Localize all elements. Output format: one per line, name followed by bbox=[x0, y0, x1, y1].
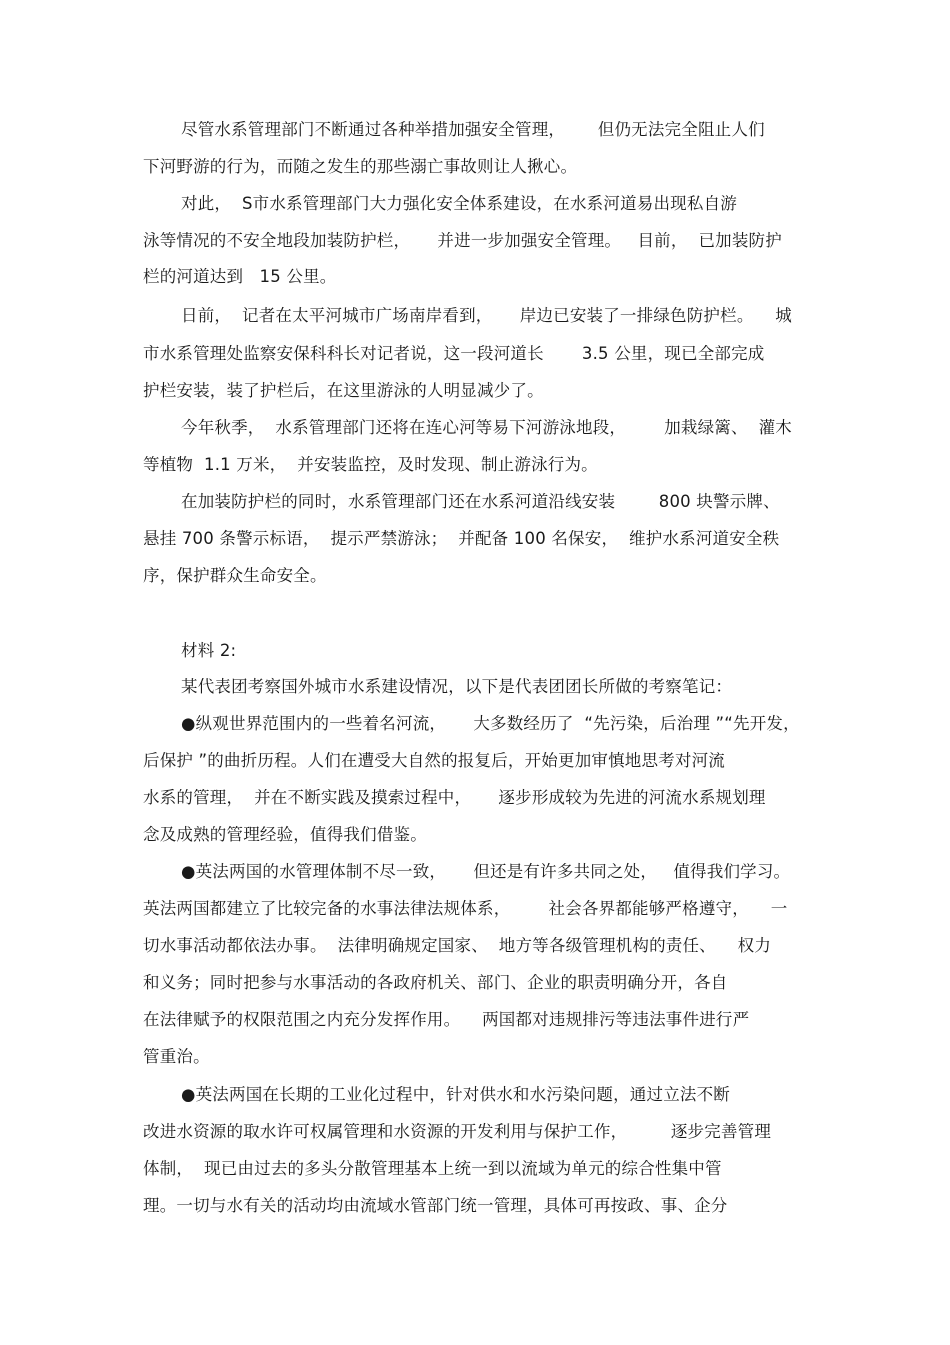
text-line: 序，保护群众生命安全。 bbox=[143, 566, 327, 585]
text-line: 和义务；同时把参与水事活动的各政府机关、部门、企业的职责明确分开，各自 bbox=[143, 973, 728, 992]
text-line: 泳等情况的不安全地段加装防护栏， 并进一步加强安全管理。 目前， 已加装防护 bbox=[143, 231, 782, 250]
bullet-line: ●纵观世界范围内的一些着名河流， 大多数经历了 “先污染，后治理 ”“先开发， bbox=[181, 714, 800, 733]
bullet-line: ●英法两国的水管理体制不尽一致， 但还是有许多共同之处， 值得我们学习。 bbox=[181, 862, 791, 881]
text-line: 市水系管理处监察安保科科长对记者说，这一段河道长 3.5 公里，现已全部完成 bbox=[143, 344, 765, 363]
text-line: 今年秋季， 水系管理部门还将在连心河等易下河游泳地段， 加栽绿篱、 灌木 bbox=[181, 418, 792, 437]
text-line: 悬挂 700 条警示标语， 提示严禁游泳； 并配备 100 名保安， 维护水系河道安全秩 bbox=[143, 529, 780, 548]
text-line: 对此， S市水系管理部门大力强化安全体系建设，在水系河道易出现私自游 bbox=[181, 194, 737, 213]
text-line: 栏的河道达到 15 公里。 bbox=[143, 267, 337, 286]
text-line: 在法律赋予的权限范围之内充分发挥作用。 两国都对违规排污等违法事件进行严 bbox=[143, 1010, 750, 1029]
text-line: 体制， 现已由过去的多头分散管理基本上统一到以流域为单元的综合性集中管 bbox=[143, 1159, 722, 1178]
text-line: 在加装防护栏的同时，水系管理部门还在水系河道沿线安装 800 块警示牌、 bbox=[181, 492, 780, 511]
text-line: 下河野游的行为，而随之发生的那些溺亡事故则让人揪心。 bbox=[143, 157, 578, 176]
section-heading: 材料 2: bbox=[181, 641, 237, 660]
text-line: 日前， 记者在太平河城市广场南岸看到， 岸边已安装了一排绿色防护栏。 城 bbox=[181, 306, 792, 325]
text-line: 后保护 ”的曲折历程。人们在遭受大自然的报复后，开始更加审慎地思考对河流 bbox=[143, 751, 725, 770]
bullet-line: ●英法两国在长期的工业化过程中，针对供水和水污染问题，通过立法不断 bbox=[181, 1085, 730, 1104]
text-line: 改进水资源的取水许可权属管理和水资源的开发利用与保护工作， 逐步完善管理 bbox=[143, 1122, 772, 1141]
text-line: 英法两国都建立了比较完备的水事法律法规体系， 社会各界都能够严格遵守， 一 bbox=[143, 899, 788, 918]
text-line: 尽管水系管理部门不断通过各种举措加强安全管理， 但仍无法完全阻止人们 bbox=[181, 120, 765, 139]
text-line: 管重治。 bbox=[143, 1047, 210, 1066]
text-line: 切水事活动都依法办事。 法律明确规定国家、 地方等各级管理机构的责任、 权力 bbox=[143, 936, 772, 955]
text-line: 等植物 1.1 万米， 并安装监控，及时发现、制止游泳行为。 bbox=[143, 455, 598, 474]
text-line: 水系的管理， 并在不断实践及摸索过程中， 逐步形成较为先进的河流水系规划理 bbox=[143, 788, 766, 807]
text-line: 护栏安装，装了护栏后，在这里游泳的人明显减少了。 bbox=[143, 381, 544, 400]
text-line: 理。一切与水有关的活动均由流域水管部门统一管理，具体可再按政、事、企分 bbox=[143, 1196, 728, 1215]
text-line: 念及成熟的管理经验，值得我们借鉴。 bbox=[143, 825, 427, 844]
text-line: 某代表团考察国外城市水系建设情况，以下是代表团团长所做的考察笔记： bbox=[181, 677, 733, 696]
